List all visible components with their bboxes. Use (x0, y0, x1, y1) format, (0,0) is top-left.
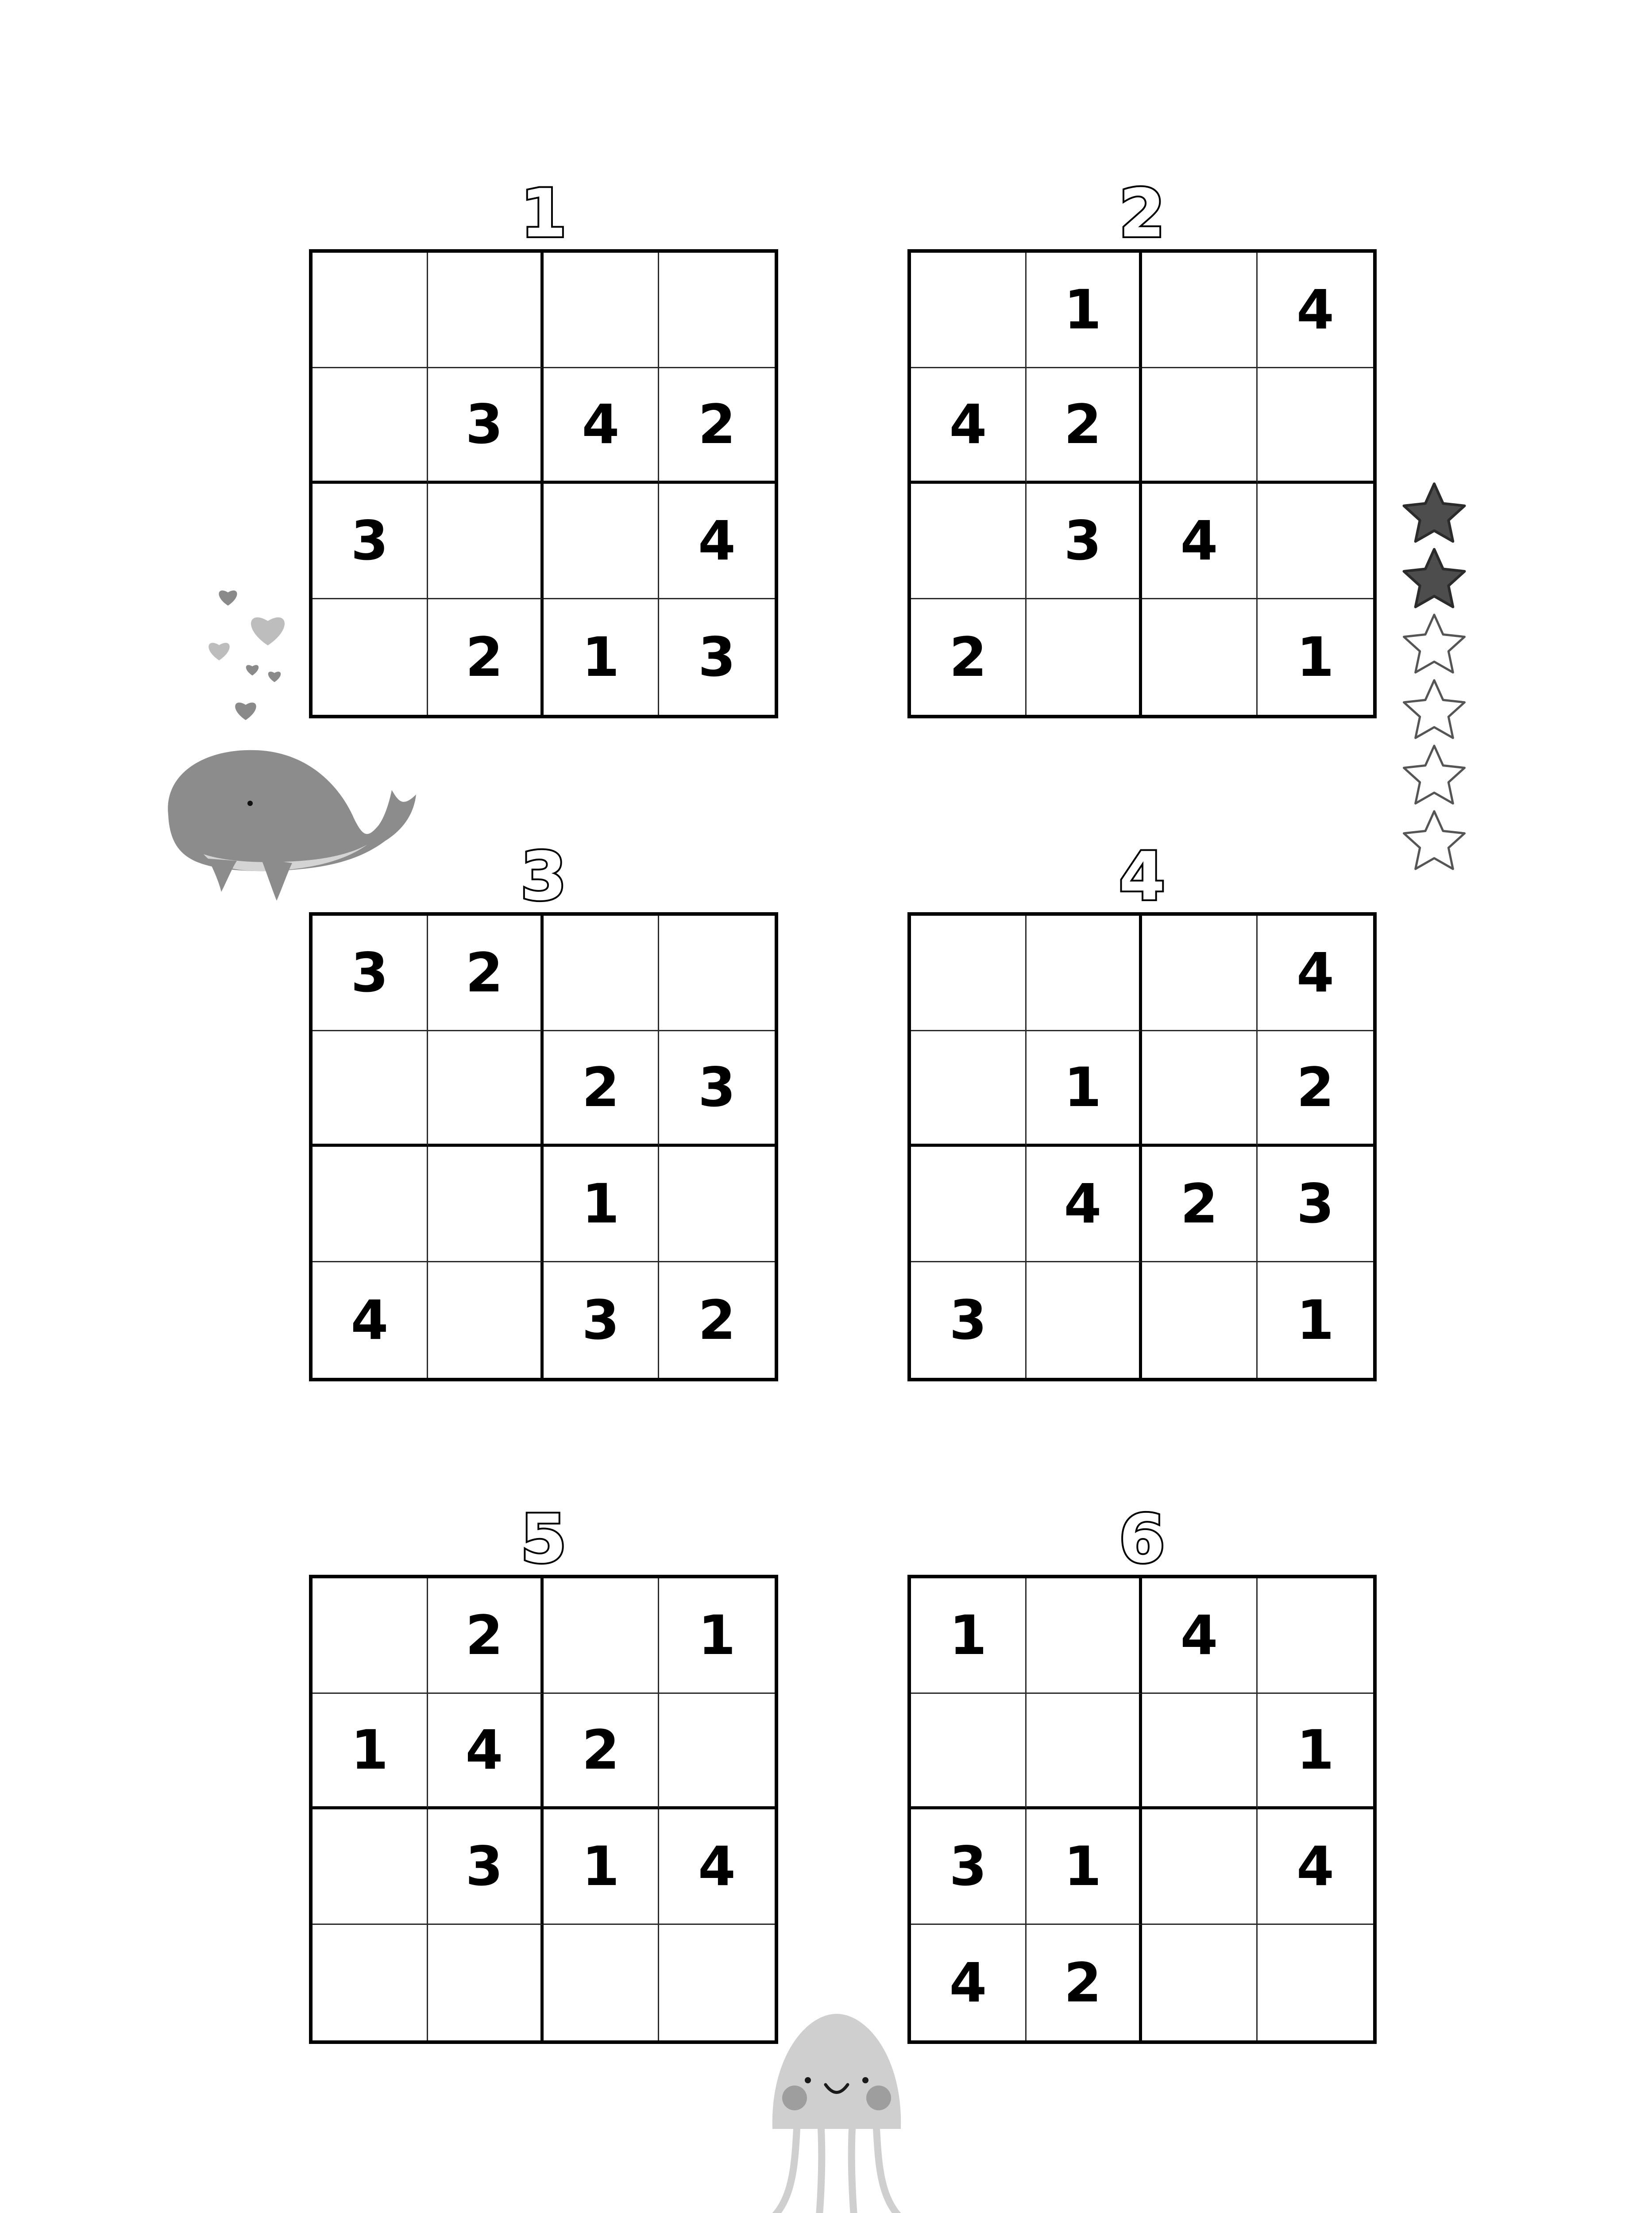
grid-cell[interactable] (313, 1031, 428, 1147)
grid-cell[interactable] (428, 1147, 544, 1262)
grid-cell[interactable] (313, 1809, 428, 1925)
grid-cell[interactable]: 3 (428, 368, 544, 484)
grid-cell[interactable]: 3 (911, 1262, 1027, 1378)
grid-cell[interactable]: 4 (659, 1809, 775, 1925)
grid-cell[interactable]: 2 (428, 1578, 544, 1694)
grid-cell[interactable]: 3 (313, 916, 428, 1031)
puzzle-number: 5 (520, 1501, 567, 1578)
sudoku-grid (907, 1575, 1377, 2044)
grid-cell[interactable]: 1 (544, 1809, 659, 1925)
jellyfish-icon (735, 1978, 938, 2213)
grid-cell[interactable]: 3 (1027, 484, 1142, 599)
grid-cell[interactable]: 4 (1027, 1147, 1142, 1262)
grid-cell[interactable] (313, 253, 428, 368)
grid-cell[interactable] (1027, 1578, 1142, 1694)
grid-cell[interactable]: 2 (1142, 1147, 1258, 1262)
grid-cell[interactable] (1258, 368, 1373, 484)
grid-cell[interactable] (1142, 1925, 1258, 2040)
grid-cell[interactable] (1027, 1694, 1142, 1809)
grid-cell[interactable]: 1 (544, 599, 659, 715)
grid-cell[interactable] (1142, 368, 1258, 484)
grid-cell[interactable] (1142, 1262, 1258, 1378)
grid-cell[interactable]: 1 (911, 1578, 1027, 1694)
puzzle-number: 6 (1119, 1501, 1166, 1578)
grid-cell[interactable]: 3 (698, 625, 736, 689)
whale-icon (155, 726, 429, 912)
grid-cell[interactable] (544, 1578, 659, 1694)
grid-cell[interactable] (659, 916, 775, 1031)
grid-cell[interactable]: 4 (1258, 916, 1373, 1031)
grid-cell[interactable]: 2 (911, 599, 1027, 715)
grid-cell[interactable] (313, 1578, 428, 1694)
grid-cell[interactable] (911, 916, 1027, 1031)
grid-cell[interactable]: 1 (1297, 1288, 1334, 1352)
grid-cell[interactable] (428, 1262, 544, 1378)
grid-cell[interactable]: 1 (1027, 1031, 1142, 1147)
grid-cell[interactable]: 2 (1258, 1031, 1373, 1147)
grid-cell[interactable] (1142, 1031, 1258, 1147)
grid-cell[interactable] (911, 253, 1027, 368)
hearts-icon (195, 575, 301, 735)
grid-cell[interactable] (659, 1147, 775, 1262)
grid-cell[interactable]: 2 (698, 1288, 736, 1352)
grid-cell[interactable] (544, 1925, 659, 2040)
star-filled-icon (1404, 549, 1465, 607)
grid-cell[interactable] (1142, 916, 1258, 1031)
grid-cell[interactable]: 2 (428, 599, 544, 715)
star-empty-icon (1404, 615, 1465, 672)
grid-cell[interactable]: 2 (428, 916, 544, 1031)
grid-cell[interactable] (313, 599, 428, 715)
grid-cell[interactable] (428, 484, 544, 599)
grid-cell[interactable] (659, 253, 775, 368)
star-filled-icon (1404, 484, 1465, 541)
grid-cell[interactable] (659, 1694, 775, 1809)
grid-cell[interactable] (1142, 253, 1258, 368)
sudoku-grid (309, 912, 778, 1381)
grid-cell[interactable] (428, 1925, 544, 2040)
grid-cell[interactable] (1027, 1262, 1142, 1378)
grid-cell[interactable]: 1 (1258, 1694, 1373, 1809)
grid-cell[interactable] (1258, 484, 1373, 599)
grid-cell[interactable] (1142, 599, 1258, 715)
grid-cell[interactable]: 2 (1027, 368, 1142, 484)
grid-cell[interactable]: 3 (428, 1809, 544, 1925)
grid-cell[interactable] (1258, 1578, 1373, 1694)
grid-cell[interactable] (1027, 599, 1142, 715)
sudoku-grid (309, 249, 778, 718)
grid-cell[interactable]: 1 (544, 1147, 659, 1262)
star-empty-icon (1404, 811, 1465, 869)
grid-cell[interactable] (1142, 1694, 1258, 1809)
grid-cell[interactable]: 4 (1142, 484, 1258, 599)
grid-cell[interactable]: 4 (428, 1694, 544, 1809)
grid-cell[interactable] (428, 1031, 544, 1147)
grid-cell[interactable] (313, 1147, 428, 1262)
sudoku-grid (907, 912, 1377, 1381)
grid-cell[interactable]: 4 (1258, 253, 1373, 368)
grid-cell[interactable] (911, 484, 1027, 599)
grid-cell[interactable]: 1 (313, 1694, 428, 1809)
grid-cell[interactable]: 3 (911, 1809, 1027, 1925)
difficulty-rating (1399, 480, 1470, 879)
grid-cell[interactable] (911, 1147, 1027, 1262)
grid-cell[interactable] (1258, 1925, 1373, 2040)
puzzle-number: 1 (520, 175, 567, 252)
grid-cell[interactable]: 4 (1258, 1809, 1373, 1925)
grid-cell[interactable] (313, 368, 428, 484)
puzzle-number: 2 (1119, 175, 1166, 252)
grid-cell[interactable]: 2 (659, 368, 775, 484)
grid-cell[interactable] (911, 1694, 1027, 1809)
grid-cell[interactable] (544, 484, 659, 599)
grid-cell[interactable] (313, 1925, 428, 2040)
grid-cell[interactable]: 1 (1027, 253, 1142, 368)
grid-cell[interactable]: 3 (544, 1262, 659, 1378)
grid-cell[interactable]: 1 (1027, 1809, 1142, 1925)
grid-cell[interactable]: 1 (1297, 625, 1334, 689)
star-empty-icon (1404, 746, 1465, 803)
grid-cell[interactable] (911, 1031, 1027, 1147)
sudoku-grid (907, 249, 1377, 718)
grid-cell[interactable]: 1 (659, 1578, 775, 1694)
puzzle-number: 3 (520, 838, 567, 915)
grid-cell[interactable]: 4 (911, 1925, 1027, 2040)
grid-cell[interactable]: 4 (544, 368, 659, 484)
star-empty-icon (1404, 680, 1465, 738)
grid-cell[interactable]: 2 (544, 1031, 659, 1147)
grid-cell[interactable] (544, 916, 659, 1031)
grid-cell[interactable]: 4 (911, 368, 1027, 484)
grid-cell[interactable]: 4 (659, 484, 775, 599)
grid-cell[interactable]: 3 (313, 484, 428, 599)
grid-cell[interactable]: 2 (1027, 1925, 1142, 2040)
grid-cell[interactable] (1142, 1809, 1258, 1925)
grid-cell[interactable]: 4 (1142, 1578, 1258, 1694)
grid-cell[interactable]: 2 (544, 1694, 659, 1809)
grid-cell[interactable] (1027, 916, 1142, 1031)
sudoku-grid (309, 1575, 778, 2044)
grid-cell[interactable]: 3 (1258, 1147, 1373, 1262)
puzzle-number: 4 (1119, 838, 1166, 915)
grid-cell[interactable] (428, 253, 544, 368)
grid-cell[interactable]: 3 (659, 1031, 775, 1147)
grid-cell[interactable] (544, 253, 659, 368)
grid-cell[interactable]: 4 (313, 1262, 428, 1378)
